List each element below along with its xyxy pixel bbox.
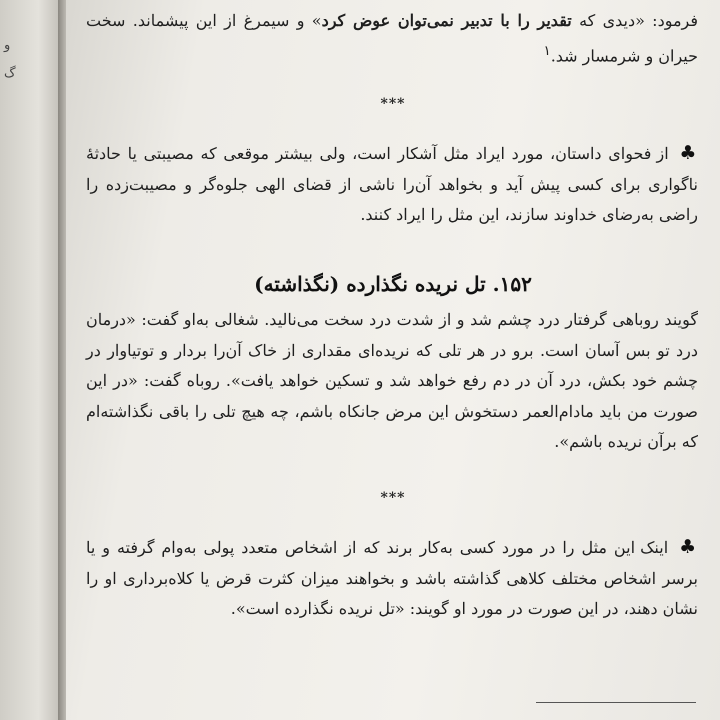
- explanation-text-2: اینک این مثل را در مورد کسی به‌کار برند که از اشخاص متعدد پولی به‌وام گرفته و یا برسر اشخاص مختلف کلاهی گذاشته باشد و بخواهند میزان کثرت قرض یا کلاه‌برداری او را نشان دهند، در این صورت در مورد او گویند: «تل نریده نگذارده است».: [86, 538, 698, 618]
- story-paragraph: گویند روباهی گرفتار درد چشم شد و از شدت درد سخت می‌نالید. شغالی به‌او گفت: «درمان درد تو بس آسان است. برو در هر تلی که نریده‌ای مقداری از خاک آن‌را بردار و توتیاوار در چشم خود بکش، درد آن در دم رفع خواهد شد و تسکین خواهد یافت». روباه گفت: «در این صورت من باید مادام‌العمر دستخوش این مرض جانکاه باشم، چه هیچ تلی را باقی نگذاشته‌ام که برآن نریده باشم».: [86, 310, 698, 451]
- club-icon: ♣: [679, 536, 699, 558]
- section-separator: ***: [380, 490, 406, 506]
- explanation-text-1: از فحوای داستان، مورد ایراد مثل آشکار است، ولی بیشتر موقعی که مصیبتی یا حادثهٔ ناگواری برای کسی پیش آید و بخواهد آن‌را ناشی از قضای الهی جلوه‌گر و مصیبت‌زده را راضی به‌رضای خداوند سازند، این مثل را ایراد کنند.: [86, 144, 698, 224]
- book-page: [66, 0, 720, 720]
- left-page-edge: [0, 0, 64, 720]
- top-paragraph: فرمود: «دیدی که تقدیر را با تدبیر نمی‌توان عوض کرد» و سیمرغ از این پیشماند. سخت حیران و شرمسار شد.$^۱$: [86, 11, 699, 65]
- explanation-paragraph-1: [86, 138, 698, 231]
- section-heading: ۱۵۲. تل نریده نگذارده (نگذاشته): [254, 272, 532, 296]
- footnote-mark: ۱: [543, 43, 551, 59]
- club-icon: ♣: [679, 142, 698, 164]
- top-line1-post: » و سیمرغ از این پیشماند.: [132, 11, 322, 30]
- top-line1-pre: فرمود: «دیدی که: [571, 11, 699, 30]
- section-separator: ***: [380, 96, 406, 112]
- top-line2: سخت حیران و شرمسار شد: [86, 11, 698, 65]
- left-page-fragment: و: [4, 38, 11, 53]
- explanation-paragraph-2: [86, 532, 698, 625]
- footnote-divider: [536, 702, 696, 703]
- left-page-fragment: گ: [4, 66, 16, 81]
- quoted-saying: تقدیر را با تدبیر نمی‌توان عوض کرد: [321, 11, 572, 30]
